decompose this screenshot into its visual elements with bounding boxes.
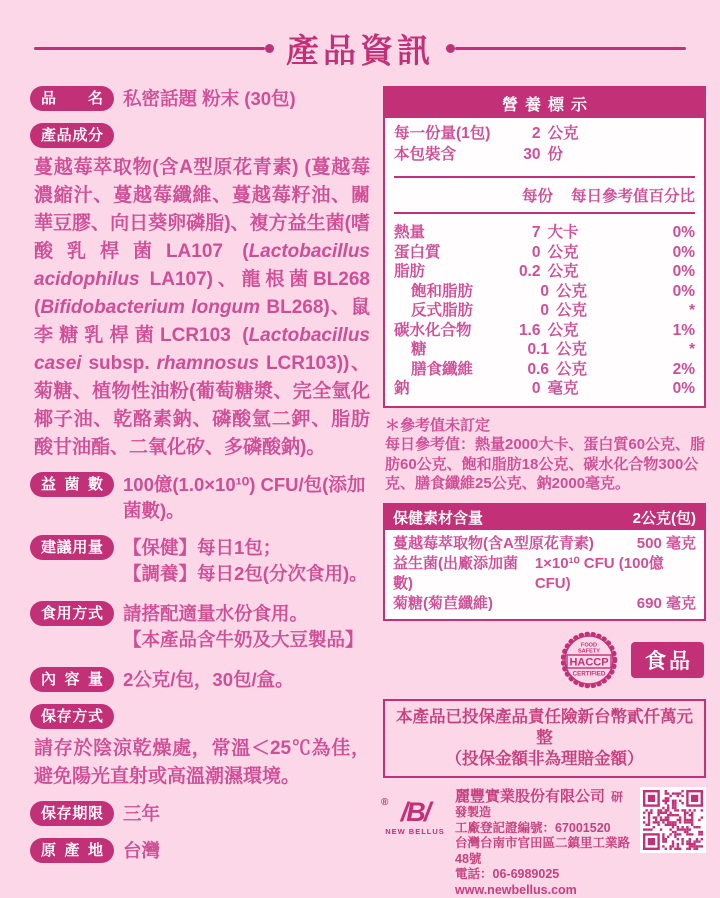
probiotic-count-value: 100億(1.0×10¹⁰) CFU/包(添加菌數)。 xyxy=(123,472,370,524)
company-phone: 電話：06-6989025 xyxy=(455,867,632,883)
footnote-line1: ＊參考值未訂定 xyxy=(385,416,706,436)
header-dot-right xyxy=(446,44,455,53)
nutrient-label: 膳食纖維 xyxy=(394,360,511,380)
table-row xyxy=(393,554,696,594)
supplement-name: 蔓越莓萃取物(含A型原花青素) xyxy=(393,534,594,554)
supplement-value: 690 毫克 xyxy=(637,594,696,614)
probiotic-count-badge: 益菌數 xyxy=(30,472,114,497)
storage-text: 請存於陰涼乾燥處，常溫＜25℃為佳，避免陽光直射或高溫潮濕環境。 xyxy=(34,735,370,791)
nutrient-pct: 0% xyxy=(587,243,696,263)
origin-value: 台灣 xyxy=(123,838,160,864)
svg-text:HACCP: HACCP xyxy=(569,656,608,668)
company-name-line xyxy=(455,789,632,821)
table-row xyxy=(393,534,696,554)
divider xyxy=(394,176,695,178)
company-info xyxy=(383,787,706,898)
supplement-rows xyxy=(385,530,704,619)
net-content-badge: 內容量 xyxy=(30,667,114,692)
table-row xyxy=(394,144,695,165)
nutrient-label: 脂肪 xyxy=(394,262,503,282)
nutrient-value: 1.6 xyxy=(503,321,541,341)
right-column xyxy=(383,86,706,898)
qr-code xyxy=(640,787,706,853)
company-website: www.newbellus.com xyxy=(455,883,632,898)
product-name-badge: 品名 xyxy=(30,86,114,111)
insurance-line2: （投保金額非為理賠金額） xyxy=(389,749,700,770)
storage-section xyxy=(30,704,370,729)
col-header-per-serving: 每份 xyxy=(522,184,553,206)
dosage-line1: 【保健】每日1包； xyxy=(123,537,281,558)
nutrient-pct: 2% xyxy=(595,360,695,380)
col-header-daily-pct: 每日參考值百分比 xyxy=(571,184,695,206)
left-column xyxy=(30,86,370,898)
company-address: 台灣台南市官田區二鎮里工業路48號 xyxy=(455,836,632,867)
nutrient-unit: 公克 xyxy=(549,282,595,302)
nutrient-label: 反式脂肪 xyxy=(394,301,511,321)
nutrient-unit: 公克 xyxy=(549,301,595,321)
nutrient-label: 熱量 xyxy=(394,223,503,243)
nutrient-value: 0 xyxy=(511,301,549,321)
table-row xyxy=(394,379,695,399)
insurance-box xyxy=(383,699,706,778)
spacer xyxy=(587,123,696,144)
shelf-life-value: 三年 xyxy=(123,801,160,827)
usage-line1: 請搭配適量水份食用。 xyxy=(123,603,308,624)
nutrient-pct: 0% xyxy=(587,379,696,399)
company-name: 麗豐實業股份有限公司 xyxy=(455,788,605,805)
nutrient-pct: 0% xyxy=(587,262,696,282)
supplement-table xyxy=(383,503,706,621)
content xyxy=(0,86,720,898)
insurance-line1: 本產品已投保產品責任險新台幣貳仟萬元整 xyxy=(389,707,700,749)
logo-b-mark: /B/ xyxy=(383,799,447,825)
nutrient-unit: 公克 xyxy=(549,340,595,360)
servings-per-pack-value: 30 xyxy=(503,144,541,165)
nutrient-label: 鈉 xyxy=(394,379,503,399)
svg-text:SAFETY: SAFETY xyxy=(578,648,600,654)
company-text-block xyxy=(455,787,632,898)
supplement-name: 菊糖(菊苣纖維) xyxy=(393,594,493,614)
table-row xyxy=(394,123,695,144)
supplement-value: 500 毫克 xyxy=(637,534,696,554)
serving-size-value: 2 xyxy=(503,123,541,144)
ingredients-badge: 產品成分 xyxy=(30,123,114,148)
nutrient-unit: 公克 xyxy=(549,360,595,380)
ingredients-section xyxy=(30,123,370,148)
nutrient-pct: * xyxy=(595,301,695,321)
nutrient-unit: 大卡 xyxy=(541,223,587,243)
servings-per-pack-unit: 份 xyxy=(541,144,587,165)
nutrient-label: 糖 xyxy=(394,340,511,360)
nutrition-footnote xyxy=(385,416,706,494)
svg-text:CERTIFIED: CERTIFIED xyxy=(573,670,606,677)
spacer xyxy=(587,144,696,165)
nutrition-table xyxy=(383,86,706,408)
storage-badge: 保存方式 xyxy=(30,704,114,729)
product-name-row xyxy=(30,86,370,112)
registered-trademark-symbol: ® xyxy=(381,797,388,808)
page-title: 產品資訊 xyxy=(286,25,434,72)
nutrient-label: 飽和脂肪 xyxy=(394,282,511,302)
nutrient-value: 0 xyxy=(503,243,541,263)
table-row xyxy=(393,594,696,614)
table-row xyxy=(394,321,695,341)
nutrient-pct: 1% xyxy=(587,321,696,341)
divider xyxy=(394,212,695,214)
nutrient-pct: 0% xyxy=(587,223,696,243)
dosage-value xyxy=(123,535,368,587)
table-row xyxy=(394,301,695,321)
nutrient-pct: 0% xyxy=(595,282,695,302)
origin-row xyxy=(30,838,370,864)
net-content-value: 2公克/包，30包/盒。 xyxy=(123,667,294,693)
dosage-badge: 建議用量 xyxy=(30,535,114,560)
supplement-value: 1×10¹⁰ CFU (100億CFU) xyxy=(535,554,696,594)
nutrient-value: 0.6 xyxy=(511,360,549,380)
dosage-row xyxy=(30,535,370,587)
table-row xyxy=(394,360,695,380)
supplement-amount: 2公克(包) xyxy=(633,507,696,528)
haccp-seal-icon xyxy=(560,631,618,689)
nutrient-label: 碳水化合物 xyxy=(394,321,503,341)
nutrition-rows xyxy=(385,218,704,406)
shelf-life-badge: 保存期限 xyxy=(30,801,114,826)
nutrient-unit: 公克 xyxy=(541,243,587,263)
usage-line2: 【本產品含牛奶及大豆製品】 xyxy=(123,629,364,650)
nutrient-value: 7 xyxy=(503,223,541,243)
header-dot-left xyxy=(265,44,274,53)
table-row xyxy=(394,243,695,263)
ingredients-text: 蔓越莓萃取物(含A型原花青素) (蔓越莓濃縮汁、蔓越莓纖維、蔓越莓籽油、關華豆膠、向日葵卵磷脂)、複方益生菌(嗜酸乳桿菌LA107 (Lactobacillus acidophilus LA107)、龍根菌BL268 (Bifidobacterium longum BL268)、鼠李糖乳桿菌LCR103 (Lactobacillus casei subsp. rhamnosus LCR103))、菊糖、植物性油粉(葡萄糖漿、完全氫化椰子油、乾酪素鈉、磷酸氫二鉀、脂肪酸甘油酯、二氧化矽、多磷酸鈉)。 xyxy=(34,154,370,462)
footnote-line2: 每日參考值：熱量2000大卡、蛋白質60公克、脂肪60公克、飽和脂肪18公克、碳水化合物300公克、膳食纖維25公克、鈉2000毫克。 xyxy=(385,435,706,494)
origin-badge: 原產地 xyxy=(30,838,114,863)
page-header xyxy=(34,25,686,72)
table-row xyxy=(394,340,695,360)
nutrient-value: 0.2 xyxy=(503,262,541,282)
servings-per-pack-label: 本包裝含 xyxy=(394,144,503,165)
nutrition-column-headers xyxy=(385,182,704,208)
food-stamp: 食品 xyxy=(631,642,704,678)
company-registration: 工廠登記證編號：67001520 xyxy=(455,821,632,837)
nutrient-value: 0 xyxy=(511,282,549,302)
table-row xyxy=(394,282,695,302)
nutrient-value: 0.1 xyxy=(511,340,549,360)
nutrient-value: 0 xyxy=(503,379,541,399)
nutrition-serving-section xyxy=(385,118,704,172)
svg-text:FOOD: FOOD xyxy=(581,642,597,648)
nutrient-unit: 公克 xyxy=(541,321,587,341)
new-bellus-logo xyxy=(383,787,447,836)
shelf-life-row xyxy=(30,801,370,827)
supplement-table-header xyxy=(385,505,704,530)
usage-row xyxy=(30,601,370,653)
serving-size-label: 每一份量(1包) xyxy=(394,123,503,144)
table-row xyxy=(394,262,695,282)
table-row xyxy=(394,223,695,243)
usage-value xyxy=(123,601,364,653)
nutrient-pct: * xyxy=(595,340,695,360)
nutrition-table-title: 營養標示 xyxy=(385,88,704,118)
nutrient-unit: 毫克 xyxy=(541,379,587,399)
supplement-title: 保健素材含量 xyxy=(393,507,483,528)
nutrient-label: 蛋白質 xyxy=(394,243,503,263)
serving-size-unit: 公克 xyxy=(541,123,587,144)
supplement-name: 益生菌(出廠添加菌數) xyxy=(393,554,535,594)
dosage-line2: 【調養】每日2包(分次食用)。 xyxy=(123,563,368,584)
certifications xyxy=(383,631,704,689)
product-name-value: 私密話題 粉末 (30包) xyxy=(123,86,296,112)
probiotic-count-row xyxy=(30,472,370,524)
nutrient-unit: 公克 xyxy=(541,262,587,282)
header-line-right xyxy=(455,47,686,50)
logo-caption: NEW BELLUS xyxy=(383,827,447,836)
header-line-left xyxy=(34,47,265,50)
usage-badge: 食用方式 xyxy=(30,601,114,626)
net-content-row xyxy=(30,667,370,693)
company-name-suffix: 研發製造 xyxy=(455,790,623,820)
